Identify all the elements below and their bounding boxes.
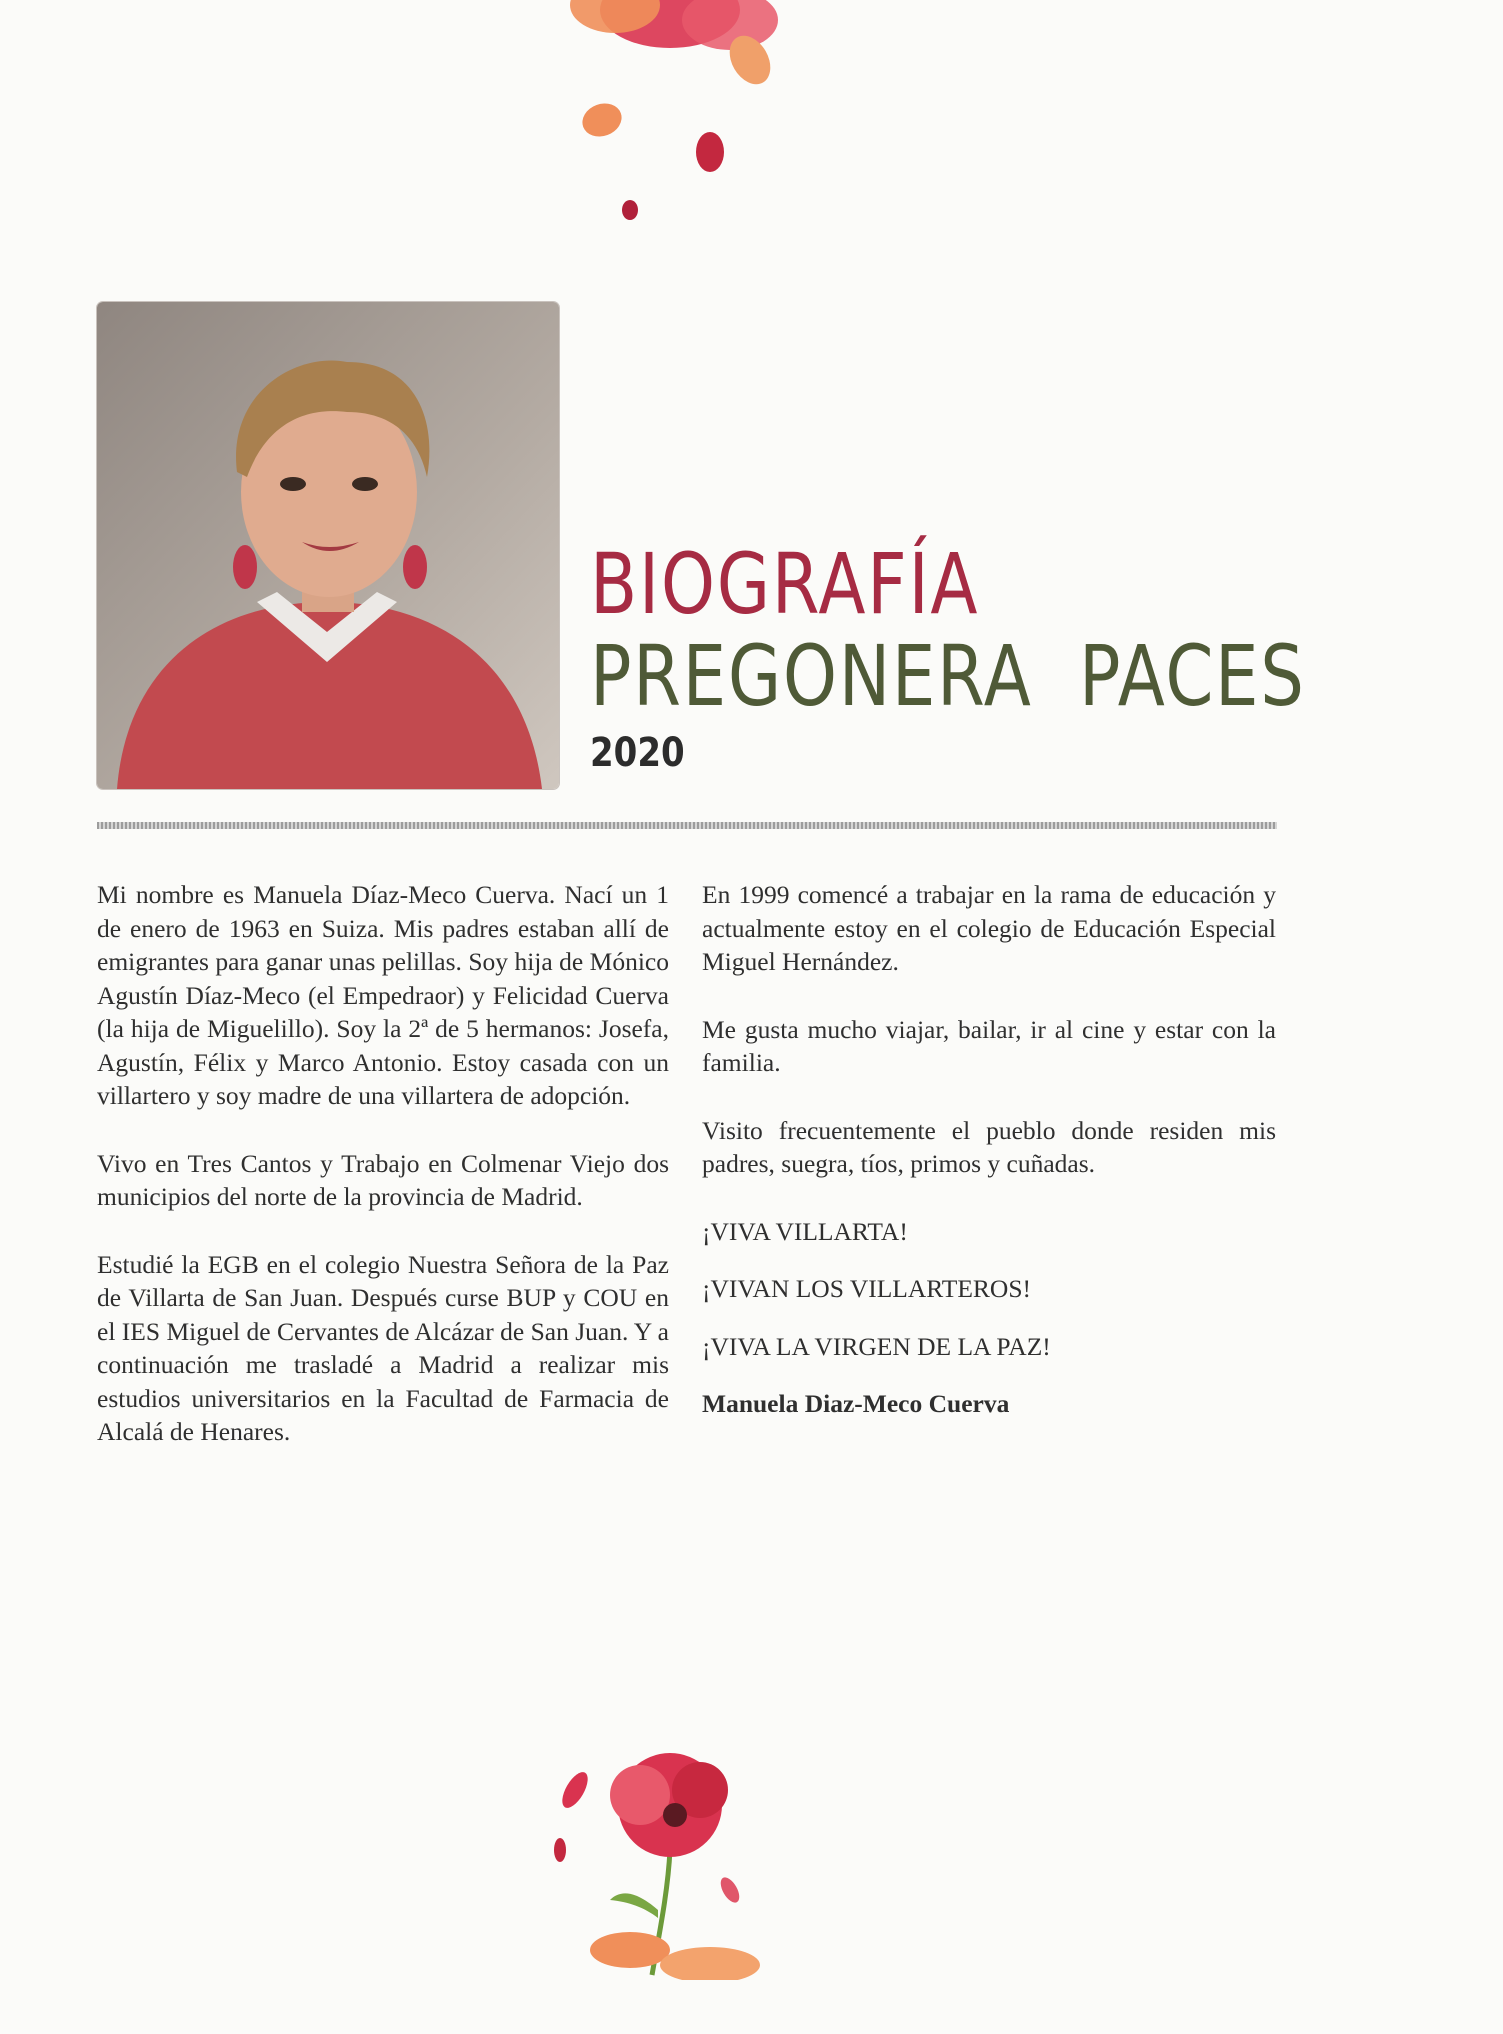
flower-decoration-top-icon xyxy=(520,0,820,240)
page-heading xyxy=(590,535,1350,776)
heading-title: BIOGRAFÍA xyxy=(590,535,980,633)
closing-cheer: ¡VIVA VILLARTA! xyxy=(702,1216,908,1246)
left-column xyxy=(97,878,669,1483)
signature: Manuela Diaz-Meco Cuerva xyxy=(702,1389,1010,1418)
portrait-photo xyxy=(97,302,559,789)
heading-year: 2020 xyxy=(590,730,685,776)
paragraph: Vivo en Tres Cantos y Trabajo en Colmenar Viejo dos municipios del norte de la provincia de Madrid. xyxy=(97,1148,669,1211)
divider xyxy=(97,822,1277,829)
closing-cheer: ¡VIVA LA VIRGEN DE LA PAZ! xyxy=(702,1331,1051,1361)
heading-subtitle: PREGONERA PACES xyxy=(590,627,1306,725)
paragraph: Me gusta mucho viajar, bailar, ir al cine y estar con la familia. xyxy=(702,1014,1276,1077)
paragraph: Visito frecuentemente el pueblo donde residen mis padres, suegra, tíos, primos y cuñadas. xyxy=(702,1115,1276,1178)
paragraph: Mi nombre es Manuela Díaz-Meco Cuerva. Nací un 1 de enero de 1963 en Suiza. Mis padres estaban allí de emigrantes para ganar unas pelillas. Soy hija de Mónico Agustín Díaz-Meco (el Empedraor) y Felicidad Cuerva (la hija de Miguelillo). Soy la 2ª de 5 hermanos: Josefa, Agustín, Félix y Marco Antonio. Estoy casada con un villartero y soy madre de una villartera de adopción. xyxy=(97,880,669,1110)
flower-decoration-bottom-icon xyxy=(540,1740,810,1980)
closing-cheer: ¡VIVAN LOS VILLARTEROS! xyxy=(702,1274,1032,1303)
paragraph: En 1999 comencé a trabajar en la rama de educación y actualmente estoy en el colegio de Educación Especial Miguel Hernández. xyxy=(702,880,1276,976)
right-column xyxy=(702,878,1276,1421)
paragraph: Estudié la EGB en el colegio Nuestra Señora de la Paz de Villarta de San Juan. Después curse BUP y COU en el IES Miguel de Cervantes de Alcázar de San Juan. Y a continuación me trasladé a Madrid a realizar mis estudios universitarios en la Facultad de Farmacia de Alcalá de Henares. xyxy=(97,1249,669,1446)
